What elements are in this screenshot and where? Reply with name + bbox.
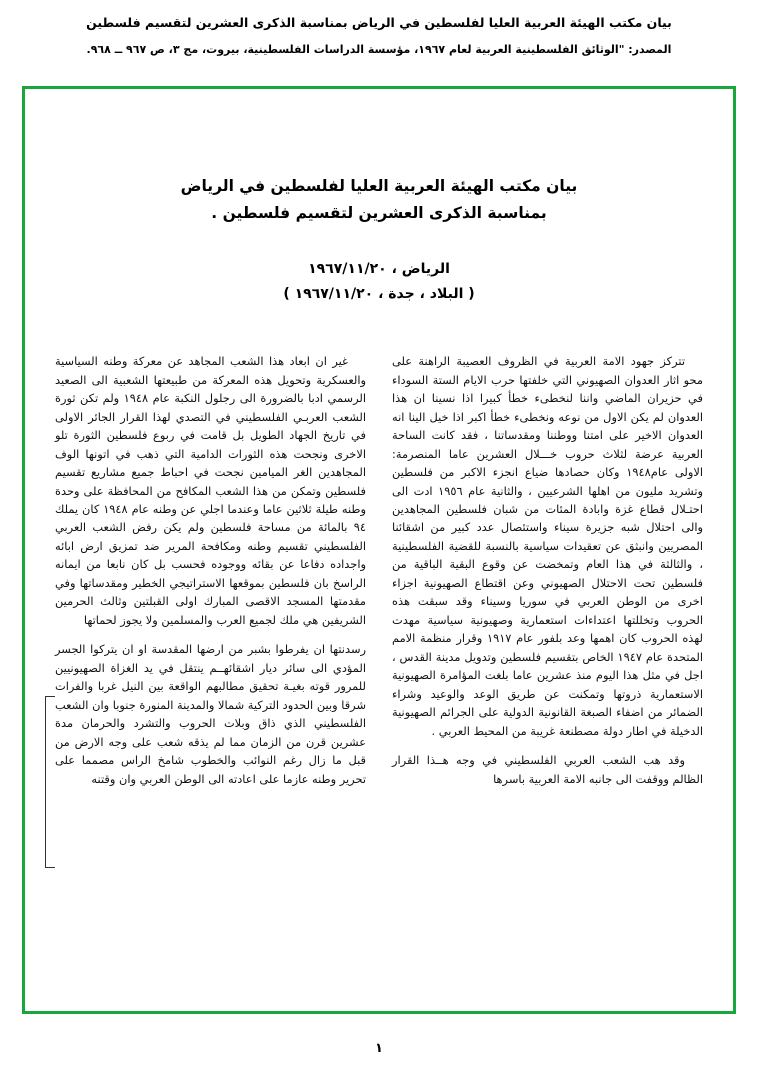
- paragraph: رسدنتها ان يفرطوا بشبر من ارضها المقدسة او ان يتركوا الجسر المؤدي الى سائر ديار اشقائهــم ينتقل في يد الغزاة الصهيونيين للمرور قوته بغيـة تحقيق مطالبهم الواقعة بين النيل غربا والفرات شرقا وبين الحدود التركية شمالا والمدينة المنورة جنوبا وان الشعب الفلسطيني الذي ذاق وبلات الحروب والتشرد والحرمان مدة عشرين قرن من الزمان مما لم يذقه شعب على وجه الارض من قبل ما زال رغم النوائب والخطوب شامخ الراس مصمما على تحرير وطنه عازما على اعادته الى الوطن العربي وان وقتنه: [54, 642, 366, 786]
- dateline-primary: الرياض ، ١٩٦٧/١١/٢٠: [308, 261, 450, 278]
- green-border-frame: [22, 86, 736, 1014]
- header-source: المصدر: "الوثائق الفلسطينية العربية لعام ١٩٦٧، مؤسسة الدراسات الفلسطينية، بيروت، مج ٣، ص ٩٦٧ ــ ٩٦٨.: [86, 42, 672, 56]
- paragraph: غير ان ابعاد هذا الشعب المجاهد عن معركة وطنه السياسية والعسكرية وتحويل هذه المعركة من طبيعتها الشعبية الى الصعيد الرسمي ادبا بالضرورة الى رجلول النكبة عام ١٩٤٨ ولم تكن ثورة الشعب العربـي الفلسطيني في التصدي لهذا القرار الجائر الاولى في تاريخ الجهاد الطويل بل قامت في ربوع فلسطين الثورة تلو الاخرى ونجحت هذه الثورات الدامية التي ذهب في اتونها الوف المجاهدين الغر الميامين نجحت في احباط جميع مشاريع تقسيم فلسطين وتمكن من هذا الشعب المكافح من المحافظة على وحدة وطنه طيلة ثلاثين عاما وعندما اجلي عن وطنه عام ١٩٤٨ كان يملك ٩٤ بالمائة من مساحة فلسطين ولم يكن رفض الشعب العربي الفلسطيني تقسيم وطنه ومكافحة المرير ضد تمزيق ارض ابائه واجداده دفاعا عن بقائه ووجوده فحسب بل كان نابعا من ايمانه الراسخ بان فلسطين بموقعها الاستراتيجي الخطير ومقدساتها وفي مقدمتها المسجد الاقصى المبارك اولى القبلتين وثالث الحرمين الشريفين هي ملك لجميع العرب والمسلمين ولا يجوز لحماتها: [55, 354, 366, 627]
- paragraph: تتركز جهود الامة العربية في الظروف العصيبة الراهنة على محو اثار العدوان الصهيوني التي خلفتها حرب الايام الستة السوداء في حزيران الماضي واننا لنخطىء خطأ كبيرا اذا نسينا ان هذا العدوان لم يكن الاول من نوعه ونخطىء خطأ اكبر اذا خيل الينا انه العدوان الاخير على امتنا ووطننا ومقدساتنا ، فقد كانت الساحة العربية عرضة لثلاث حروب خـــلال العشرين عاما المنصرمة: الاولى عام١٩٤٨ وكان حصادها ضياع انجزء الاكبر من فلسطين وتشريد مليون من اهلها الشرعيين ، والثانية عام ١٩٥٦ ادت الى احتـلال قطاع غزة وابادة المئات من شبان فلسطين المجاهدين والى احتلال شبه جزيرة سيناء واستئصال عدد كبير من اشقائنا المصريين وانبثق عن تعقيدات سياسية بالنسبة للقضية الفلسطينية ، والثالثة في هذا العام وتمخضت عن وقوع البقية الباقية من فلسطين تحت الاحتلال الصهيوني وعن اقتطاع الصهيونية اجزاء اخرى من الوطن العربي في سوريا وسيناء وقد سبقت هذه الحروب وتخللتها اعتداءات استعمارية وصهيونية سياسية مهدت لهذه الحروب كان اهمها وعد بلفور عام ١٩١٧ وقرار منظمة الامم المتحدة عام ١٩٤٧ الخاص بتقسيم فلسطين وتدويل مدينة القدس ، اجل في مثل هذا اليوم منذ عشرين عاما بلغت المؤامرة الصهيونية الاستعمارية ذروتها وتمكنت عن طريق الوعد والوعيد وشراء الضمائر من اضفاء الصبغة القانونية الدولية على الجرائم الصهيونية الدخيلة في اطار دولة مصطنعة غريبة من المحيط العربي .: [392, 354, 703, 738]
- dateline-secondary: ( البلاد ، جدة ، ١٩٦٧/١١/٢٠ ): [283, 285, 475, 302]
- paragraph: وقد هب الشعب العربي الفلسطيني في وجه هــذا القرار الظالم ووقفت الى جانبه الامة العربية باسرها: [392, 753, 703, 786]
- column-right: [392, 352, 703, 799]
- body-columns: [55, 352, 703, 799]
- document-dateline: [164, 257, 594, 306]
- header-title: بيان مكتب الهيئة العربية العليا لفلسطين في الرياض بمناسبة الذكرى العشرين لتقسيم فلسطين: [86, 15, 672, 30]
- column-left: [55, 352, 366, 799]
- document-header: [0, 0, 758, 58]
- page-number: ١: [375, 1041, 383, 1056]
- frame-content: [25, 89, 733, 1011]
- document-headline: بيان مكتب الهيئة العربية العليا لفلسطين في الرياض بمناسبة الذكرى العشرين لتقسيم فلسطين .: [180, 177, 578, 223]
- margin-bracket-mark: [45, 696, 55, 868]
